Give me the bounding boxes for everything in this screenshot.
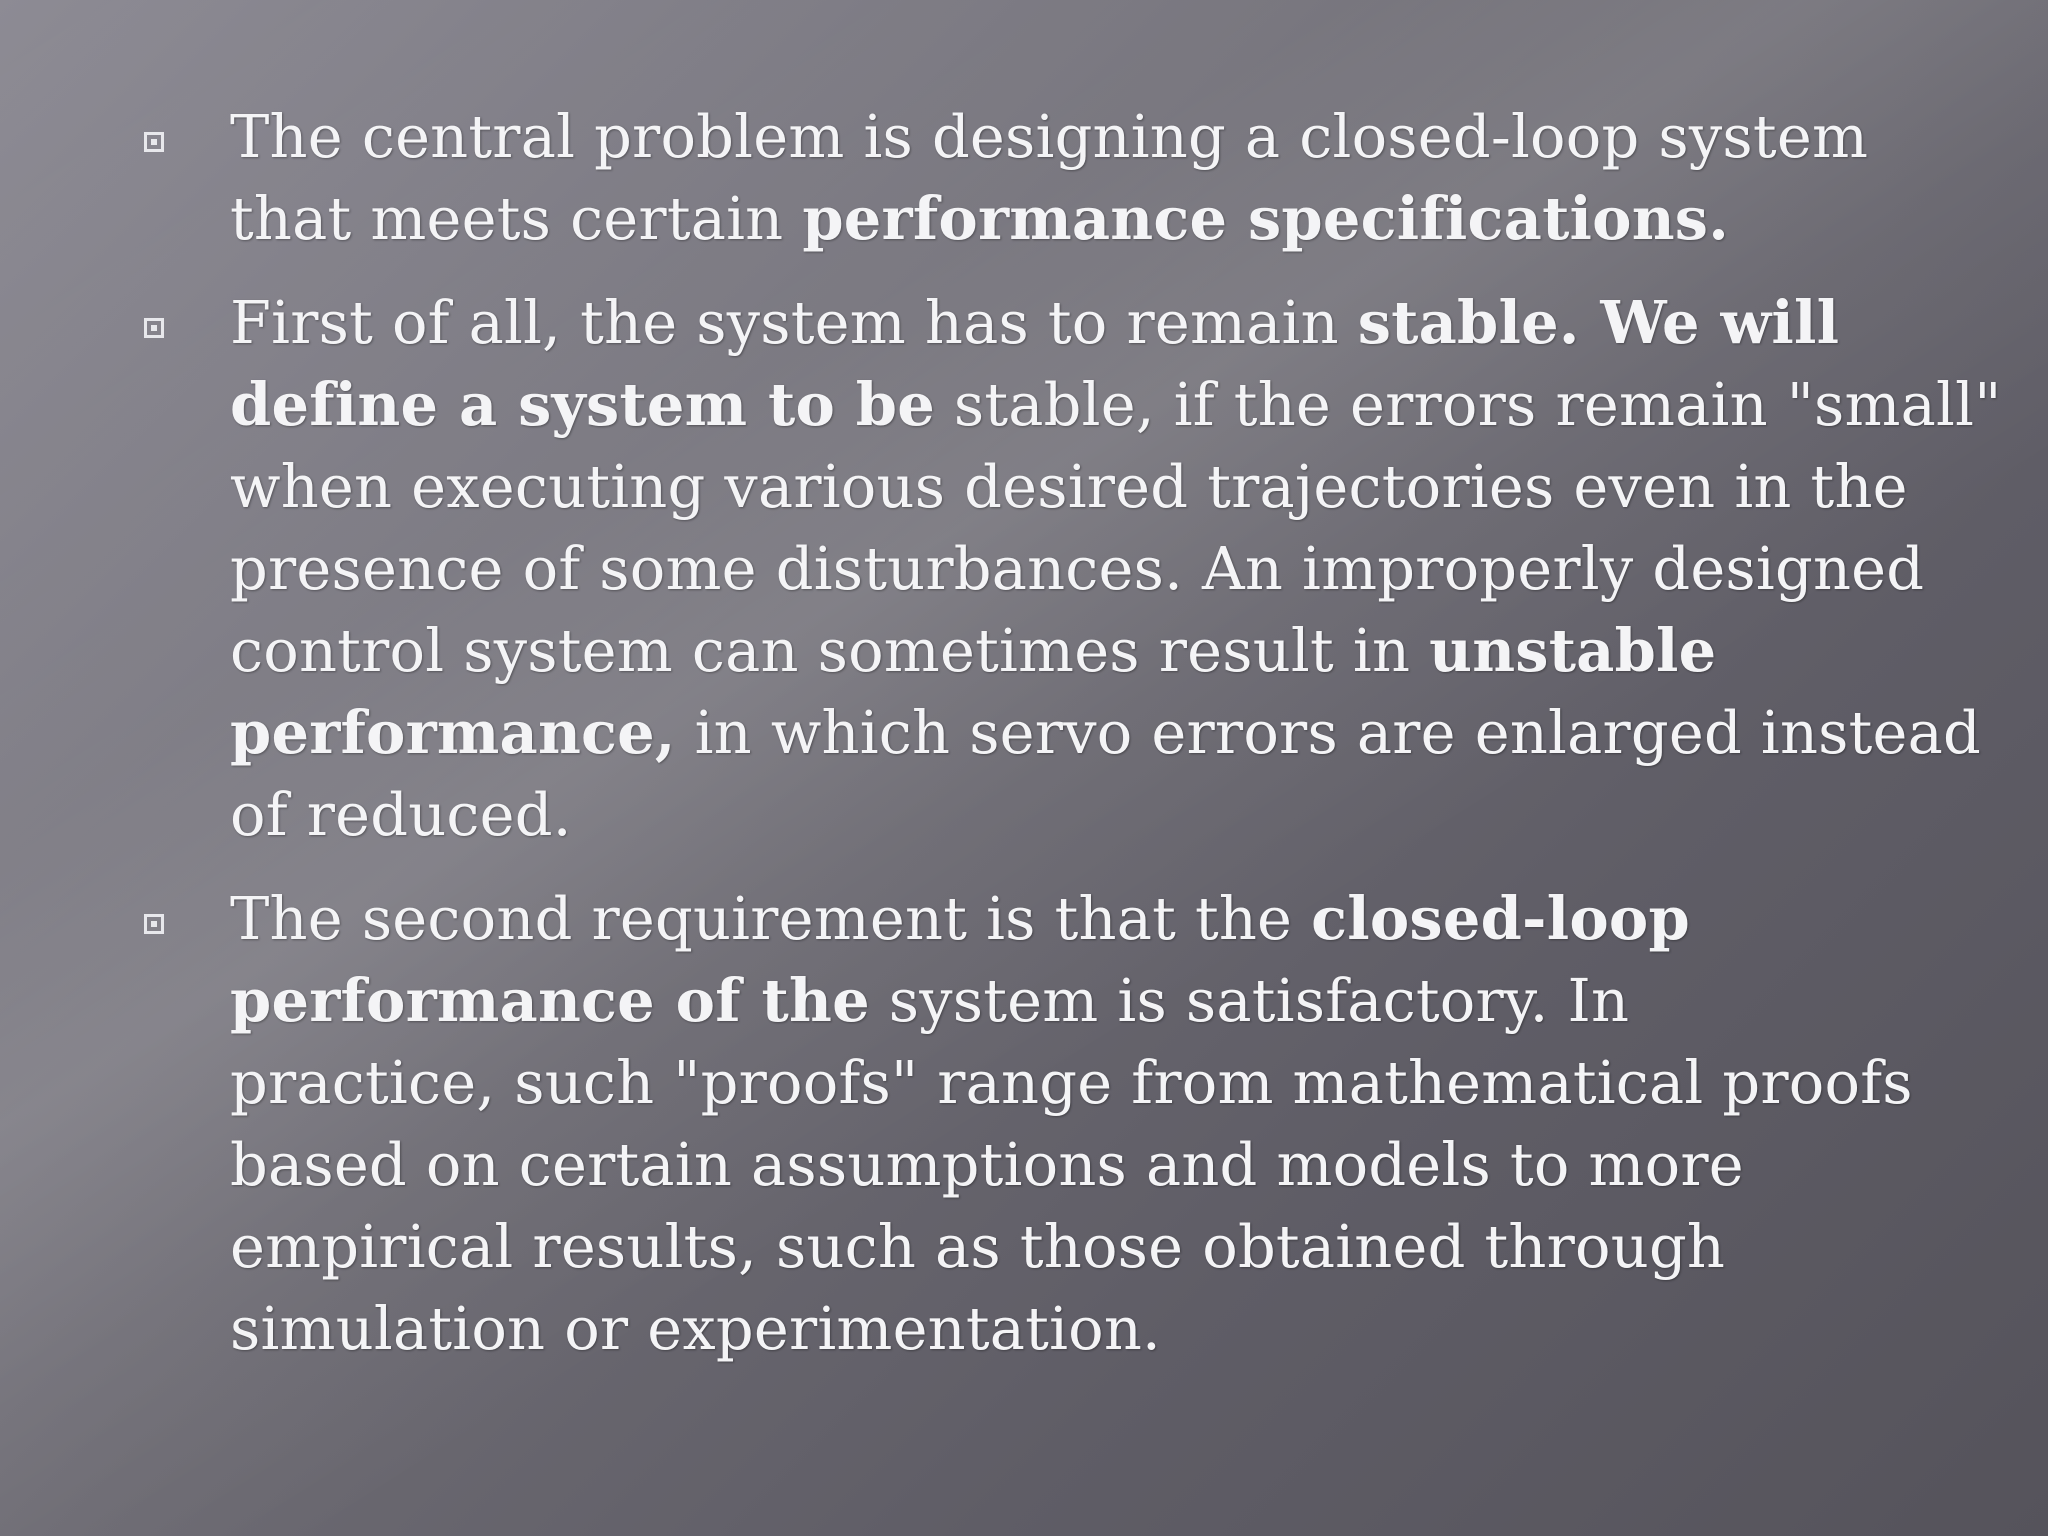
emphasis-text: performance of the <box>230 966 870 1035</box>
emphasis-text: closed-loop <box>1311 884 1690 953</box>
text-line: empirical results, such as those obtained through <box>230 1212 1726 1281</box>
bullet-text <box>230 878 1938 1370</box>
emphasis-text: define a system to be <box>230 370 935 439</box>
bullet-item <box>138 282 2002 856</box>
emphasis-text: performance specifications. <box>802 184 1729 253</box>
text-line: that meets certain performance specifications. <box>230 184 1729 253</box>
text-line: practice, such "proofs" range from mathematical proofs <box>230 1048 1913 1117</box>
square-bullet-icon <box>138 96 230 178</box>
bullet-item <box>138 96 1938 260</box>
bullet-item <box>138 878 1938 1370</box>
text-line: based on certain assumptions and models to more <box>230 1130 1744 1199</box>
text-line: presence of some disturbances. An improperly designed <box>230 534 1925 603</box>
bullet-list <box>138 96 2002 1392</box>
text-line: of reduced. <box>230 780 572 849</box>
emphasis-text: performance, <box>230 698 676 767</box>
emphasis-text: unstable <box>1429 616 1717 685</box>
square-bullet-icon <box>138 878 230 960</box>
text-line: control system can sometimes result in unstable <box>230 616 1717 685</box>
text-line: The second requirement is that the closed-loop <box>230 884 1690 953</box>
text-line: define a system to be stable, if the errors remain "small" <box>230 370 2002 439</box>
text-line: simulation or experimentation. <box>230 1294 1162 1363</box>
text-line: First of all, the system has to remain stable. We will <box>230 288 1840 357</box>
text-line: when executing various desired trajectories even in the <box>230 452 1908 521</box>
square-bullet-icon <box>138 282 230 364</box>
emphasis-text: stable. We will <box>1357 288 1840 357</box>
text-line: The central problem is designing a closed-loop system <box>230 102 1869 171</box>
bullet-text <box>230 96 1938 260</box>
text-line: performance, in which servo errors are enlarged instead <box>230 698 1982 767</box>
bullet-text <box>230 282 2002 856</box>
text-line: performance of the system is satisfactory. In <box>230 966 1630 1035</box>
